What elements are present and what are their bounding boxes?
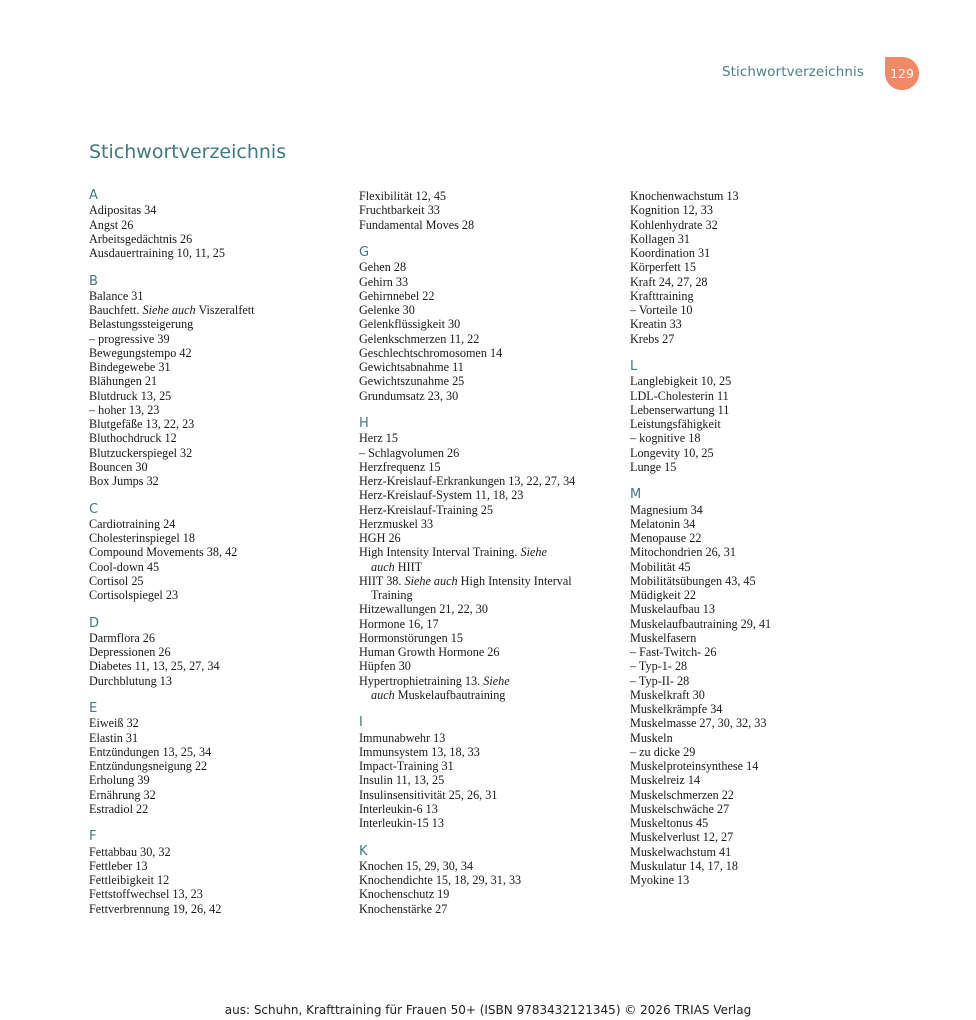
index-entry: Cortisolspiegel 23: [89, 588, 179, 602]
index-entry: Leistungsfähigkeit: [630, 417, 721, 431]
section-gap: [89, 260, 339, 274]
index-letter-heading: C: [89, 501, 99, 517]
index-letter-heading: H: [359, 416, 369, 431]
index-entry: Knochendichte 15, 18, 29, 31, 33: [359, 873, 522, 887]
index-entry: Kollagen 31: [630, 231, 690, 246]
index-entry: Muskelschwäche 27: [630, 801, 730, 816]
index-letter-heading: G: [359, 245, 370, 260]
index-entry: Muskelkrämpfe 34: [630, 702, 723, 716]
index-entry: Muskeln: [630, 730, 673, 745]
index-entry: Compound Movements 38, 42: [89, 545, 238, 560]
page-number-badge: 129: [885, 57, 919, 90]
index-entry: Darmflora 26: [89, 630, 155, 645]
index-entry: Muskelaufbau 13: [630, 602, 715, 617]
index-entry: Muskelreiz 14: [630, 773, 701, 788]
index-entry: Gehirn 33: [359, 274, 409, 289]
index-entry: Blähungen 21: [89, 374, 158, 389]
index-entry: Angst 26: [89, 217, 134, 232]
index-entry: Ernährung 32: [89, 787, 156, 802]
index-entry: Grundumsatz 23, 30: [359, 388, 459, 403]
index-entry: – hoher 13, 23: [89, 402, 160, 417]
index-entry: Myokine 13: [630, 873, 690, 887]
index-entry: Knochenschutz 19: [359, 887, 450, 902]
index-entry: Knochen 15, 29, 30, 34: [359, 858, 474, 873]
index-entry: Kraft 24, 27, 28: [630, 274, 708, 289]
index-entry: – kognitive 18: [630, 431, 701, 446]
index-entry: Hormone 16, 17: [359, 616, 439, 631]
index-entry: Fruchtbarkeit 33: [359, 203, 440, 218]
index-entry: Impact-Training 31: [359, 759, 454, 773]
index-entry: Eiweiß 32: [89, 716, 139, 731]
index-entry: Gelenkschmerzen 11, 22: [359, 331, 480, 346]
index-entry: Müdigkeit 22: [630, 588, 697, 602]
index-entry: Bindegewebe 31: [89, 360, 171, 374]
index-entry: Insulinsensitivität 25, 26, 31: [359, 787, 498, 802]
index-entry: Gewichtsabnahme 11: [359, 360, 464, 374]
index-entry: Knochenstärke 27: [359, 901, 448, 916]
index-entry: Langlebigkeit 10, 25: [630, 374, 732, 389]
cross-reference: auch: [371, 559, 395, 574]
running-header: Stichwortverzeichnis: [721, 64, 864, 80]
index-entry: Ausdauertraining 10, 11, 25: [89, 246, 225, 260]
index-letter-heading: B: [89, 273, 98, 289]
index-letter-heading: A: [89, 188, 98, 203]
index-entry: Lebenserwartung 11: [630, 402, 730, 417]
index-entry: Hormonstörungen 15: [359, 630, 463, 645]
index-entry: Fettverbrennung 19, 26, 42: [89, 901, 222, 916]
index-entry: Herzmuskel 33: [359, 516, 434, 531]
index-entry: Gehirnnebel 22: [359, 288, 435, 303]
cross-reference: Siehe: [483, 673, 510, 688]
index-entry: HIIT 38. Siehe auch High Intensity Interval: [359, 573, 572, 588]
cross-reference: Siehe: [520, 545, 547, 560]
index-entry: Mobilität 45: [630, 559, 691, 574]
index-entry: Muskelmasse 27, 30, 32, 33: [630, 716, 767, 731]
index-entry: Muskelfasern: [630, 630, 697, 645]
index-entry: Immunabwehr 13: [359, 730, 446, 745]
index-entry: Krebs 27: [630, 331, 675, 346]
index-entry: Körperfett 15: [630, 260, 696, 275]
index-entry: Cardiotraining 24: [89, 516, 176, 531]
index-letter-heading: K: [359, 843, 368, 859]
index-entry: Mobilitätsübungen 43, 45: [630, 573, 756, 588]
index-entry: Elastin 31: [89, 730, 139, 745]
index-entry: Blutgefäße 13, 22, 23: [89, 417, 195, 431]
index-entry: Entzündungsneigung 22: [89, 759, 208, 773]
index-entry: – Typ-1- 28: [630, 659, 688, 674]
index-entry: Fettabbau 30, 32: [89, 844, 171, 859]
index-entry-continuation: Training: [371, 588, 413, 602]
index-entry: Herz-Kreislauf-Training 25: [359, 502, 493, 517]
section-gap: [89, 688, 339, 702]
index-entry: Mitochondrien 26, 31: [630, 545, 736, 560]
index-entry: Kohlenhydrate 32: [630, 217, 718, 232]
index-entry: Herz 15: [359, 431, 398, 446]
index-entry: Immunsystem 13, 18, 33: [359, 744, 480, 759]
index-entry: Fettleibigkeit 12: [89, 873, 170, 887]
page-title: Stichwortverzeichnis: [89, 141, 287, 163]
index-entry: Muskeltonus 45: [630, 816, 709, 830]
section-gap: [630, 346, 880, 360]
index-entry: Insulin 11, 13, 25: [359, 773, 445, 788]
index-entry: Balance 31: [89, 288, 144, 303]
index-entry: – progressive 39: [89, 331, 170, 346]
section-gap: [359, 232, 609, 246]
index-entry: Bauchfett. Siehe auch Viszeralfett: [89, 303, 255, 317]
section-gap: [359, 403, 609, 417]
index-entry: LDL-Cholesterin 11: [630, 388, 729, 403]
index-letter-heading: D: [89, 615, 100, 631]
index-entry: Gelenkflüssigkeit 30: [359, 317, 461, 332]
index-entry: – Schlagvolumen 26: [359, 445, 460, 460]
index-entry: Human Growth Hormone 26: [359, 645, 500, 659]
index-entry: Cholesterinspiegel 18: [89, 531, 195, 545]
cross-reference: auch: [371, 687, 395, 702]
index-entry: Kognition 12, 33: [630, 203, 713, 218]
index-entry: Muskelwachstum 41: [630, 844, 732, 859]
index-entry: HGH 26: [359, 531, 401, 545]
index-entry: Kreatin 33: [630, 317, 682, 332]
index-entry: Muskelaufbautraining 29, 41: [630, 616, 772, 631]
index-entry: Blutdruck 13, 25: [89, 388, 172, 403]
cross-reference: Siehe auch: [404, 573, 458, 588]
index-entry: Herz-Kreislauf-Erkrankungen 13, 22, 27, 34: [359, 474, 576, 488]
index-entry: Erholung 39: [89, 773, 150, 788]
section-gap: [359, 830, 609, 844]
index-entry: Gewichtszunahme 25: [359, 374, 465, 389]
index-entry: Longevity 10, 25: [630, 445, 714, 460]
index-entry: Estradiol 22: [89, 801, 149, 816]
index-entry: Melatonin 34: [630, 516, 696, 531]
index-entry: Bluthochdruck 12: [89, 431, 177, 446]
section-gap: [89, 602, 339, 616]
index-entry: Gehen 28: [359, 260, 407, 275]
index-entry: Knochenwachstum 13: [630, 189, 739, 203]
index-entry: Fettleber 13: [89, 858, 148, 873]
index-entry: – zu dicke 29: [630, 744, 696, 759]
index-entry: Muskelproteinsynthese 14: [630, 759, 759, 773]
index-letter-heading: E: [89, 701, 98, 716]
index-entry: – Typ-II- 28: [630, 673, 690, 688]
index-letter-heading: M: [630, 487, 642, 503]
index-letter-heading: I: [359, 715, 363, 731]
index-entry: Cool-down 45: [89, 559, 160, 574]
index-entry-continuation: auch HIIT: [371, 559, 423, 574]
index-entry: Bouncen 30: [89, 459, 148, 474]
index-entry: Cortisol 25: [89, 573, 144, 588]
index-entry: – Fast-Twitch- 26: [630, 645, 717, 659]
index-entry: Fettstoffwechsel 13, 23: [89, 887, 203, 902]
index-column-2: [359, 189, 609, 916]
index-entry: – Vorteile 10: [630, 303, 693, 317]
index-entry: Fundamental Moves 28: [359, 217, 475, 232]
index-entry: Hypertrophietraining 13. Siehe: [359, 673, 510, 688]
index-entry: Bewegungstempo 42: [89, 345, 192, 360]
index-entry: Muskelkraft 30: [630, 687, 705, 702]
section-gap: [359, 702, 609, 716]
index-entry: Entzündungen 13, 25, 34: [89, 744, 212, 759]
source-footer: aus: Schuhn, Krafttraining für Frauen 50+ (ISBN 9783432121345) © 2026 TRIAS Verlag: [224, 1003, 752, 1017]
index-entry: Arbeitsgedächtnis 26: [89, 231, 193, 246]
index-entry: Geschlechtschromosomen 14: [359, 345, 503, 360]
index-entry: Muskulatur 14, 17, 18: [630, 858, 738, 873]
index-column-1: [89, 189, 339, 916]
index-entry: Depressionen 26: [89, 645, 171, 659]
index-entry: Koordination 31: [630, 246, 711, 260]
index-entry: Flexibilität 12, 45: [359, 189, 447, 203]
index-entry: Adipositas 34: [89, 203, 157, 218]
index-entry: Durchblutung 13: [89, 673, 172, 688]
index-entry: Diabetes 11, 13, 25, 27, 34: [89, 659, 220, 674]
cross-reference: Siehe auch: [142, 303, 196, 317]
index-entry: Menopause 22: [630, 531, 702, 545]
index-entry: Herz-Kreislauf-System 11, 18, 23: [359, 488, 524, 503]
index-entry: Herzfrequenz 15: [359, 459, 441, 474]
section-gap: [89, 816, 339, 830]
index-entry: Muskelschmerzen 22: [630, 787, 734, 802]
index-entry: High Intensity Interval Training. Siehe: [359, 545, 547, 560]
index-entry-continuation: auch Muskelaufbautraining: [371, 687, 506, 702]
index-column-3: [630, 189, 880, 887]
section-gap: [630, 474, 880, 488]
index-entry: Gelenke 30: [359, 303, 415, 317]
index-entry: Box Jumps 32: [89, 474, 159, 488]
section-gap: [89, 488, 339, 502]
index-entry: Interleukin-15 13: [359, 816, 444, 830]
index-entry: Hitzewallungen 21, 22, 30: [359, 602, 488, 617]
index-entry: Krafttraining: [630, 288, 694, 303]
index-entry: Belastungssteigerung: [89, 317, 194, 332]
index-letter-heading: F: [89, 829, 97, 845]
index-entry: Muskelverlust 12, 27: [630, 830, 734, 845]
index-entry: Interleukin-6 13: [359, 801, 438, 816]
index-letter-heading: L: [630, 359, 638, 374]
index-entry: Magnesium 34: [630, 502, 703, 517]
index-entry: Lunge 15: [630, 459, 677, 474]
index-entry: Blutzuckerspiegel 32: [89, 445, 193, 460]
index-entry: Hüpfen 30: [359, 659, 411, 674]
